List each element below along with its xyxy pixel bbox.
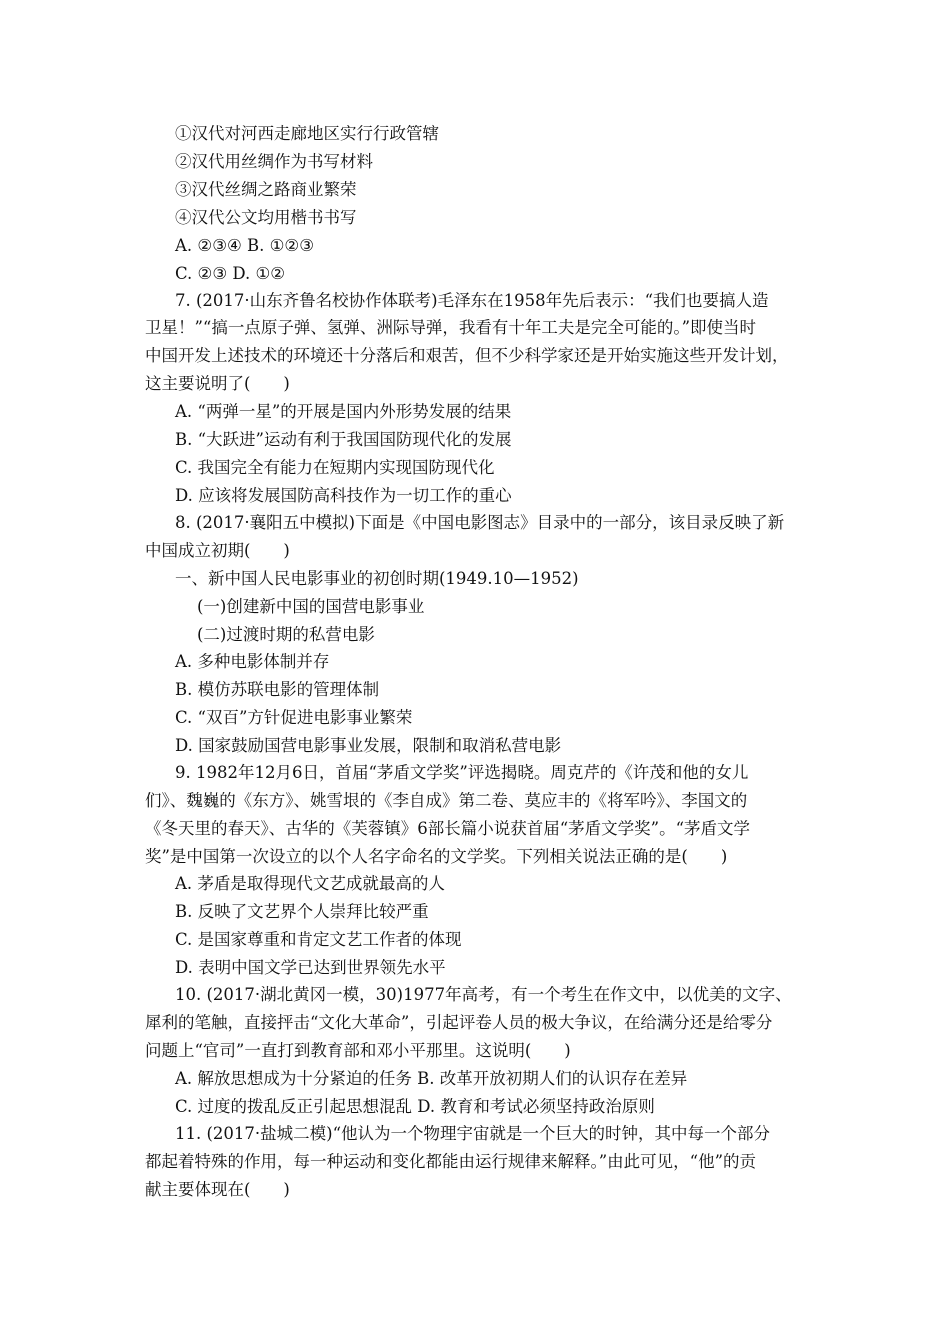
option-line: C. “双百”方针促进电影事业繁荣 [175,708,413,727]
text-line: ①汉代对河西走廊地区实行行政管辖 [175,124,439,143]
option-line: A. 茅盾是取得现代文艺成就最高的人 [175,874,445,893]
text-line: ③汉代丝绸之路商业繁荣 [175,180,357,199]
text-line: 都起着特殊的作用，每一种运动和变化都能由运行规律来解释。”由此可见，“他”的贡 [145,1152,757,1171]
option-line: A. “两弹一星”的开展是国内外形势发展的结果 [175,402,512,421]
text-line: 中国开发上述技术的环境还十分落后和艰苦，但不少科学家还是开始实施这些开发计划， [145,346,789,365]
text-line: (二)过渡时期的私营电影 [197,625,375,644]
option-line: D. 表明中国文学已达到世界领先水平 [175,958,446,977]
option-line: D. 国家鼓励国营电影事业发展，限制和取消私营电影 [175,736,562,755]
option-line: B. 反映了文艺界个人崇拜比较严重 [175,902,429,921]
text-line: 们》、魏巍的《东方》、姚雪垠的《李自成》第二卷、莫应丰的《将军吟》、李国文的 [145,791,748,810]
option-line: C. 过度的拨乱反正引起思想混乱 D. 教育和考试必须坚持政治原则 [175,1097,655,1116]
text-line: ④汉代公文均用楷书书写 [175,208,357,227]
text-line: 一、新中国人民电影事业的初创时期(1949.10—1952) [175,569,579,588]
option-line: C. 我国完全有能力在短期内实现国防现代化 [175,458,495,477]
text-line: 《冬天里的春天》、古华的《芙蓉镇》6部长篇小说获首届“茅盾文学奖”。“茅盾文学 [145,819,751,838]
question-8: 8. (2017·襄阳五中模拟)下面是《中国电影图志》目录中的一部分，该目录反映了新 [175,513,785,532]
text-line: C. ②③ D. ①② [175,264,286,283]
text-line: A. ②③④ B. ①②③ [175,236,315,255]
option-line: D. 应该将发展国防高科技作为一切工作的重心 [175,486,512,505]
text-line: 问题上“官司”一直打到教育部和邓小平那里。这说明( ) [145,1041,571,1060]
question-10: 10. (2017·湖北黄冈一模，30)1977年高考，有一个考生在作文中，以优美的文字、 [175,985,792,1004]
text-line: 这主要说明了( ) [145,374,290,393]
question-9: 9. 1982年12月6日，首届“茅盾文学奖”评选揭晓。周克芹的《许茂和他的女儿 [175,763,749,782]
option-line: A. 多种电影体制并存 [175,652,330,671]
question-7: 7. (2017·山东齐鲁名校协作体联考)毛泽东在1958年先后表示：“我们也要搞人造 [175,291,769,310]
option-line: C. 是国家尊重和肯定文艺工作者的体现 [175,930,462,949]
text-line: 中国成立初期( ) [145,541,290,560]
question-11: 11. (2017·盐城二模)“他认为一个物理宇宙就是一个巨大的时钟，其中每一个部分 [175,1124,771,1143]
option-line: A. 解放思想成为十分紧迫的任务 B. 改革开放初期人们的认识存在差异 [175,1069,688,1088]
option-line: B. 模仿苏联电影的管理体制 [175,680,380,699]
text-line: (一)创建新中国的国营电影事业 [197,597,425,616]
text-line: 卫星！”“搞一点原子弹、氢弹、洲际导弹，我看有十年工夫是完全可能的。”即使当时 [145,318,757,337]
option-line: B. “大跃进”运动有利于我国国防现代化的发展 [175,430,512,449]
text-line: 献主要体现在( ) [145,1180,290,1199]
text-line: 奖”是中国第一次设立的以个人名字命名的文学奖。下列相关说法正确的是( ) [145,847,728,866]
text-line: ②汉代用丝绸作为书写材料 [175,152,373,171]
text-line: 犀利的笔触，直接抨击“文化大革命”，引起评卷人员的极大争议，在给满分还是给零分 [145,1013,773,1032]
